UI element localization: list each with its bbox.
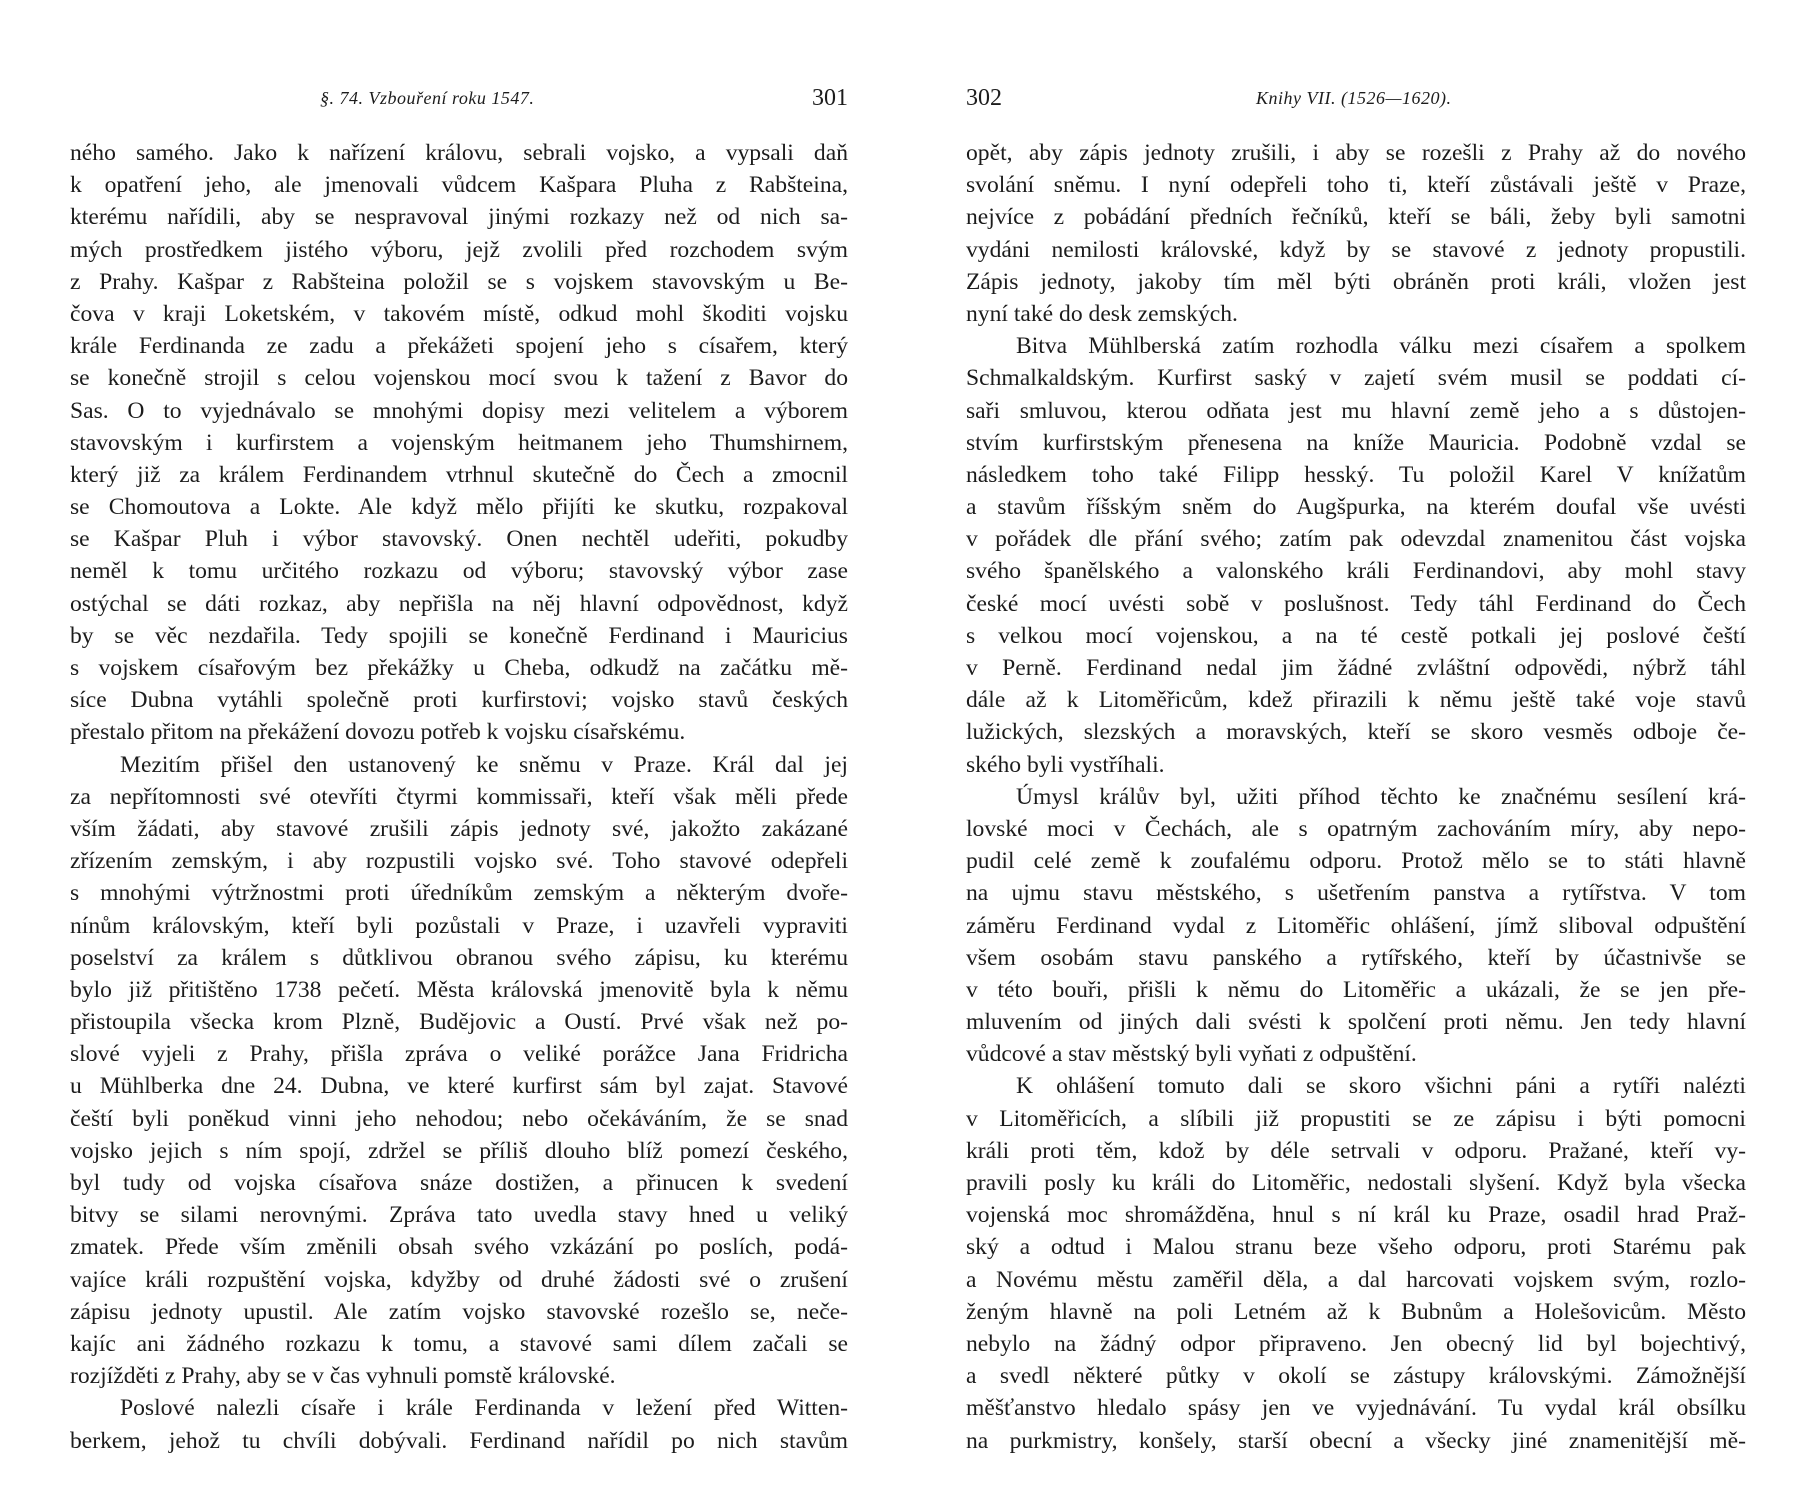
text-line: kterému nařídili, aby se nespravoval jinými rozkazy než od nich sa- bbox=[70, 204, 848, 231]
text-line: zmatek. Přede vším změnili obsah svého vzkázání po poslích, podá- bbox=[70, 1234, 848, 1261]
page-number: 301 bbox=[812, 85, 848, 111]
text-line: k opatření jeho, ale jmenovali vůdcem Kašpara Pluha z Rabšteina, bbox=[70, 172, 848, 199]
text-line: záměru Ferdinand vydal z Litoměřic ohlášení, jímž sliboval odpuštění bbox=[966, 912, 1746, 939]
text-line: nínům královským, kteří byli pozůstali v Praze, i uzavřeli vypraviti bbox=[70, 912, 848, 939]
running-title: Knihy VII. (1526—1620). bbox=[1256, 88, 1452, 108]
text-line: české mocí uvésti sobě v poslušnost. Tedy táhl Ferdinand do Čech bbox=[966, 590, 1746, 617]
text-line: poselství za králem s důtklivou obranou svého zápisu, ku kterému bbox=[70, 944, 848, 971]
text-line: se konečně strojil s celou vojenskou mocí svou k tažení z Bavor do bbox=[70, 365, 848, 392]
text-line: králi proti těm, kdož by déle setrvali v odporu. Pražané, kteří vy- bbox=[966, 1137, 1746, 1164]
text-line: a Novému městu zaměřil děla, a dal harcovati vojskem svým, rozlo- bbox=[966, 1266, 1746, 1293]
text-line: zřízením zemským, i aby rozpustili vojsko své. Toho stavové odepřeli bbox=[70, 848, 848, 875]
text-line: berkem, jehož tu chvíli dobývali. Ferdinand nařídil po nich stavům bbox=[70, 1427, 848, 1454]
text-line: nebylo na žádný odpor připraveno. Jen obecný lid byl bojechtivý, bbox=[966, 1330, 1746, 1357]
text-line: mluvením od jiných dali svésti k spolčení proti němu. Jen tedy hlavní bbox=[966, 1009, 1746, 1036]
text-line: v Litoměřicích, a slíbili již propustiti se ze zápisu i býti pomocni bbox=[966, 1105, 1746, 1132]
text-line: Zápis jednoty, jakoby tím měl býti obráněn proti králi, vložen jest bbox=[966, 268, 1746, 295]
text-line: ostýchal se dáti rozkaz, aby nepřišla na něj hlavní odpovědnost, když bbox=[70, 590, 848, 617]
text-line: vojenská moc shromážděna, hnul s ní král ku Praze, osadil hrad Praž- bbox=[966, 1202, 1746, 1229]
text-line: čeští byli poněkud vinni jeho nehodou; nebo očekáváním, že se snad bbox=[70, 1105, 848, 1132]
text-line: mých prostředkem jistého výboru, jejž zvolili před rozchodem svým bbox=[70, 236, 848, 263]
left-page-header bbox=[70, 85, 848, 118]
text-line: vším žádati, aby stavové zrušili zápis jednoty své, jakožto zakázané bbox=[70, 815, 848, 842]
left-page-text bbox=[70, 137, 848, 1457]
text-line: vůdcové a stav městský byli vyňati z odpuštění. bbox=[966, 1041, 1417, 1068]
text-line: stavovským i kurfirstem a vojenským heitmanem jeho Thumshirnem, bbox=[70, 429, 848, 456]
text-line: síce Dubna vytáhli společně proti kurfirstovi; vojsko stavů českých bbox=[70, 687, 848, 714]
text-line: s mnohými výtržnostmi proti úředníkům zemským a některým dvoře- bbox=[70, 880, 848, 907]
text-line: ského byli vystříhali. bbox=[966, 751, 1165, 778]
text-line: Bitva Mühlberská zatím rozhodla válku mezi císařem a spolkem bbox=[1016, 333, 1746, 360]
text-line: svého španělského a valonského králi Ferdinandovi, aby mohl stavy bbox=[966, 558, 1746, 585]
text-line: bylo již přitištěno 1738 pečetí. Města královská jmenovitě byla k němu bbox=[70, 976, 848, 1003]
text-line: neměl k tomu určitého rozkazu od výboru; stavovský výbor zase bbox=[70, 558, 848, 585]
text-line: a svedl některé půtky v okolí se zástupy královskými. Zámožnější bbox=[966, 1363, 1746, 1390]
text-line: přistoupila všecka krom Plzně, Budějovic a Oustí. Prvé však než po- bbox=[70, 1009, 848, 1036]
text-line: stvím kurfirstským přenesena na kníže Mauricia. Podobně vzdal se bbox=[966, 429, 1746, 456]
text-line: Mezitím přišel den ustanovený ke sněmu v Praze. Král dal jej bbox=[120, 751, 848, 778]
text-line: následkem toho také Filipp hesský. Tu položil Karel V knížatům bbox=[966, 461, 1746, 488]
text-line: kajíc ani žádného rozkazu k tomu, a stavové sami dílem začali se bbox=[70, 1330, 848, 1357]
text-line: a stavům říšským sněm do Augšpurka, na kterém doufal vše uvésti bbox=[966, 494, 1746, 521]
text-line: vojsko jejich s ním spojí, zdržel se příliš dlouho blíž pomezí českého, bbox=[70, 1137, 848, 1164]
text-line: pudil celé země k zoufalému odporu. Protož mělo se to státi hlavně bbox=[966, 848, 1746, 875]
text-line: přestalo přitom na překážení dovozu potřeb k vojsku císařskému. bbox=[70, 719, 686, 746]
text-line: rozjížděti z Prahy, aby se v čas vyhnuli pomstě královské. bbox=[70, 1363, 616, 1390]
text-line: Poslové nalezli císaře i krále Ferdinanda v ležení před Witten- bbox=[120, 1395, 848, 1422]
text-line: v této bouři, přišli k němu do Litoměřic a ukázali, že se jen pře- bbox=[966, 976, 1746, 1003]
text-line: by se věc nezdařila. Tedy spojili se konečně Ferdinand i Mauricius bbox=[70, 622, 848, 649]
text-line: v pořádek dle přání svého; zatím pak odevzdal znamenitou část vojska bbox=[966, 526, 1746, 553]
text-line: všem osobám stavu panského a rytířského, kteří by účastnivše se bbox=[966, 944, 1746, 971]
text-line: se Kašpar Pluh i výbor stavovský. Onen nechtěl udeřiti, pokudby bbox=[70, 526, 848, 553]
right-page-text bbox=[966, 137, 1746, 1457]
text-line: slové vyjeli z Prahy, přišla zpráva o veliké porážce Jana Fridricha bbox=[70, 1041, 848, 1068]
text-line: ženým hlavně na poli Letném až k Bubnům a Holešovicům. Město bbox=[966, 1298, 1746, 1325]
text-line: svolání sněmu. I nyní odepřeli toho ti, kteří zůstávali ještě v Praze, bbox=[966, 172, 1746, 199]
text-line: byl tudy od vojska císařova snáze dostižen, a přinucen k svedení bbox=[70, 1170, 848, 1196]
right-page-header bbox=[966, 85, 1746, 118]
text-line: dále až k Litoměřicům, kdež přirazili k němu ještě také voje stavů bbox=[966, 687, 1746, 714]
text-line: Schmalkaldským. Kurfirst saský v zajetí svém musil se poddati cí- bbox=[966, 365, 1746, 392]
text-line: lovské moci v Čechách, ale s opatrným zachováním míry, aby nepo- bbox=[966, 815, 1746, 842]
text-line: na ujmu stavu městského, s ušetřením panstva a rytířstva. V tom bbox=[966, 880, 1746, 907]
text-line: opět, aby zápis jednoty zrušili, i aby se rozešli z Prahy až do nového bbox=[966, 140, 1746, 166]
text-line: saři smluvou, kterou odňata jest mu hlavní země jeho a s důstojen- bbox=[966, 397, 1746, 424]
text-line: nejvíce z pobádání předních řečníků, kteří se báli, žeby byli samotni bbox=[966, 204, 1746, 231]
text-line: u Mühlberka dne 24. Dubna, ve které kurfirst sám byl zajat. Stavové bbox=[70, 1073, 848, 1100]
text-line: měšťanstvo hledalo spásy jen ve vyjednávání. Tu vydal král obsílku bbox=[966, 1395, 1746, 1422]
text-line: vajíce králi rozpuštění vojska, kdyžby od druhé žádosti své o zrušení bbox=[70, 1266, 848, 1293]
text-line: bitvy se silami nerovnými. Zpráva tato uvedla stavy hned u veliký bbox=[70, 1202, 848, 1229]
page-number: 302 bbox=[966, 85, 1002, 111]
text-line: pravili posly ku králi do Litoměřic, nedostali slyšení. Když byla všecka bbox=[966, 1170, 1746, 1196]
text-line: s vojskem císařovým bez překážky u Cheba, odkudž na začátku mě- bbox=[70, 655, 848, 681]
text-line: z Prahy. Kašpar z Rabšteina položil se s vojskem stavovským u Be- bbox=[70, 268, 848, 295]
text-line: lužických, slezských a moravských, kteří se skoro vesměs odboje če- bbox=[966, 719, 1746, 746]
text-line: čova v kraji Loketském, v takovém místě, odkud mohl škoditi vojsku bbox=[70, 300, 848, 327]
text-line: Sas. O to vyjednávalo se mnohými dopisy mezi velitelem a výborem bbox=[70, 397, 848, 424]
text-line: nyní také do desk zemských. bbox=[966, 300, 1238, 327]
text-line: který již za králem Ferdinandem vtrhnul skutečně do Čech a zmocnil bbox=[70, 461, 848, 488]
running-title: §. 74. Vzbouření roku 1547. bbox=[320, 88, 535, 108]
text-line: ného samého. Jako k nařízení královu, sebrali vojsko, a vypsali daň bbox=[70, 140, 848, 166]
text-line: Úmysl králův byl, užiti příhod těchto ke značnému sesílení krá- bbox=[1016, 783, 1746, 810]
text-line: krále Ferdinanda ze zadu a překážeti spojení jeho s císařem, který bbox=[70, 333, 848, 360]
text-line: se Chomoutova a Lokte. Ale když mělo přijíti ke skutku, rozpakoval bbox=[70, 494, 848, 521]
text-line: za nepřítomnosti své otevříti čtyrmi kommissaři, kteří však měli přede bbox=[70, 783, 848, 810]
text-line: K ohlášení tomuto dali se skoro všichni páni a rytíři nalézti bbox=[1016, 1073, 1746, 1100]
text-line: ský a odtud i Malou stranu beze všeho odporu, proti Starému pak bbox=[966, 1234, 1746, 1261]
text-line: zápisu jednoty upustil. Ale zatím vojsko stavovské rozešlo se, neče- bbox=[70, 1298, 848, 1325]
right-page bbox=[900, 0, 1800, 1500]
text-line: na purkmistry, konšely, starší obecní a všecky jiné znamenitější mě- bbox=[966, 1427, 1746, 1454]
text-line: v Perně. Ferdinand nedal jim žádné zvláštní odpovědi, nýbrž táhl bbox=[966, 655, 1746, 681]
text-line: s velkou mocí vojenskou, a na té cestě potkali jej poslové čeští bbox=[966, 622, 1746, 649]
text-line: vydáni nemilosti královské, když by se stavové z jednoty propustili. bbox=[966, 236, 1746, 263]
